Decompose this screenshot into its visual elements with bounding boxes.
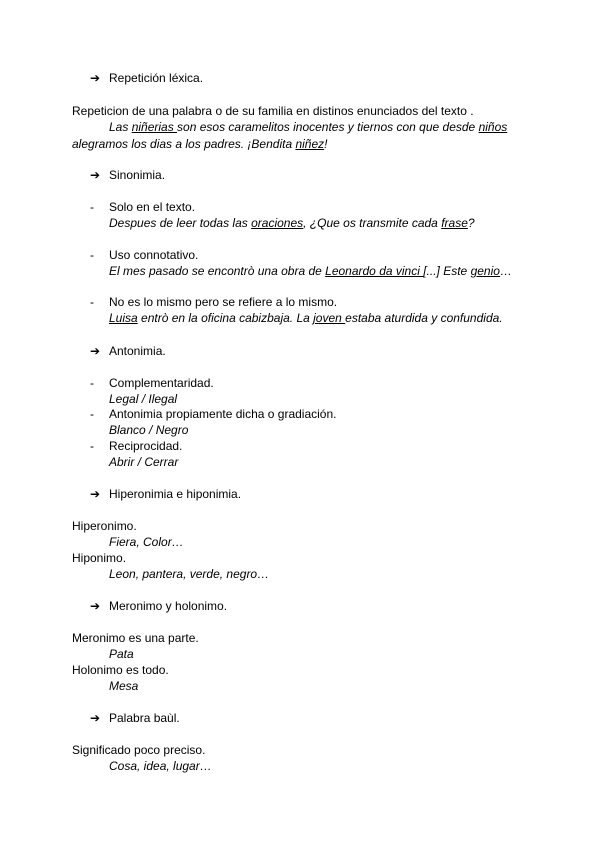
heading-meronimo: Meronimo y holonimo. xyxy=(109,599,228,613)
repeticion-example-line-1: Las niñerias son esos caramelitos inocentes y tiernos con que desde niños xyxy=(109,120,508,134)
antonimia-item-label: Complementaridad. xyxy=(109,376,214,390)
antonimia-item-example: Abrir / Cerrar xyxy=(109,455,179,469)
dash-bullet: - xyxy=(90,439,94,453)
antonimia-item-label: Antonimia propiamente dicha o gradiación. xyxy=(109,407,337,421)
sinonimia-item-label: Solo en el texto. xyxy=(109,200,196,214)
arrow-bullet-icon: ➔ xyxy=(90,344,101,358)
arrow-bullet-icon: ➔ xyxy=(90,711,101,725)
heading-sinonimia: Sinonimia. xyxy=(109,168,166,182)
sinonimia-item-label: Uso connotativo. xyxy=(109,248,199,262)
antonimia-item-label: Reciprocidad. xyxy=(109,439,183,453)
antonimia-item-example: Blanco / Negro xyxy=(109,423,189,437)
dash-bullet: - xyxy=(90,407,94,421)
meronimo-label: Meronimo es una parte. xyxy=(72,631,199,645)
baul-example: Cosa, idea, lugar… xyxy=(109,759,212,773)
hiperonimo-label: Hiperonimo. xyxy=(72,519,137,533)
arrow-bullet-icon: ➔ xyxy=(90,599,101,613)
heading-repeticion: Repetición léxica. xyxy=(109,71,204,85)
arrow-bullet-icon: ➔ xyxy=(90,487,101,501)
antonimia-item-example: Legal / Ilegal xyxy=(109,392,178,406)
heading-antonimia: Antonimia. xyxy=(109,344,166,358)
hiperonimo-example: Fiera, Color… xyxy=(109,535,184,549)
hiponimo-example: Leon, pantera, verde, negro… xyxy=(109,567,270,581)
dash-bullet: - xyxy=(90,295,94,309)
holonimo-label: Holonimo es todo. xyxy=(72,663,169,677)
meronimo-example: Pata xyxy=(109,647,134,661)
sinonimia-item-label: No es lo mismo pero se refiere a lo mismo. xyxy=(109,295,338,309)
sinonimia-item-example: Luisa entrò en la oficina cabizbaja. La joven estaba aturdida y confundida. xyxy=(109,311,503,325)
dash-bullet: - xyxy=(90,248,94,262)
baul-label: Significado poco preciso. xyxy=(72,743,206,757)
repeticion-example-line-2: alegramos los dias a los padres. ¡Bendita niñez! xyxy=(72,137,328,151)
arrow-bullet-icon: ➔ xyxy=(90,71,101,85)
heading-hiperonimia: Hiperonimia e hiponimia. xyxy=(109,487,242,501)
heading-palabra-baul: Palabra baùl. xyxy=(109,711,180,725)
holonimo-example: Mesa xyxy=(109,679,139,693)
hiponimo-label: Hiponimo. xyxy=(72,551,127,565)
arrow-bullet-icon: ➔ xyxy=(90,168,101,182)
sinonimia-item-example: El mes pasado se encontrò una obra de Leonardo da vinci [...] Este genio… xyxy=(109,264,512,278)
sinonimia-item-example: Despues de leer todas las oraciones, ¿Que os transmite cada frase? xyxy=(109,216,475,230)
dash-bullet: - xyxy=(90,376,94,390)
dash-bullet: - xyxy=(90,200,94,214)
repeticion-description: Repeticion de una palabra o de su familia en distinos enunciados del texto . xyxy=(72,104,474,118)
